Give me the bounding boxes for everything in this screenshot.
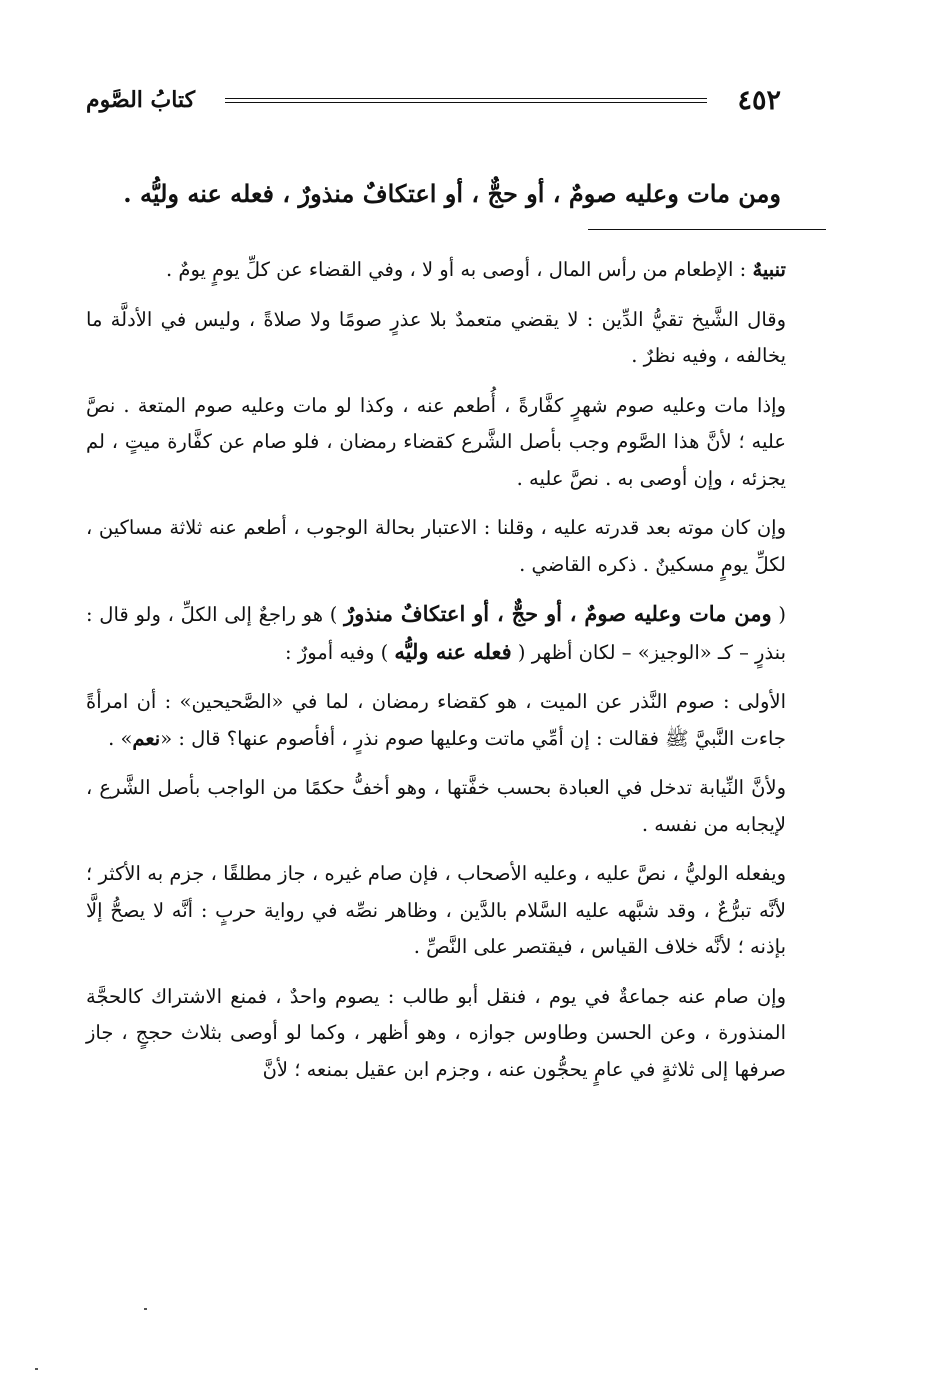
book-title: كتابُ الصَّوم xyxy=(86,87,196,113)
tanbih-text: : الإطعام من رأس المال ، أوصى به أو لا ، وفي القضاء عن كلِّ يومٍ يومٌ . xyxy=(165,258,753,281)
tanbih-label: تنبيهٌ xyxy=(752,258,786,281)
paragraph-matn-quote xyxy=(86,596,786,671)
quote-open: ( xyxy=(771,603,786,626)
quote-end: ) وفيه أمورٌ : xyxy=(285,640,395,664)
matn-quote-1: ومن مات وعليه صومٌ ، أو حجٌّ ، أو اعتكافٌ منذورٌ xyxy=(344,601,772,626)
paragraph-first-matter xyxy=(86,684,786,757)
quote-middle: ) هو راجعٌ إلى الكلِّ ، ولو قال : بنذرٍ – كـ «الوجيز» – لكان أظهر ( xyxy=(86,603,786,664)
paragraph-jamaa: وإن صام عنه جماعةٌ في يوم ، فنقل أبو طالب : يصوم واحدٌ ، فمنع الاشتراك كالحجَّة المنذورة ، وعن الحسن وطاوس جوازه ، وهو أظهر ، وكما لو أوصى بثلاث حججٍ ، جاز صرفها إلى ثلاثةٍ في عامٍ يحجُّون عنه ، وجزم ابن عقيل بمنعه ؛ لأنَّ xyxy=(86,984,786,1081)
commentary-body xyxy=(86,252,786,1101)
first-matter-end: » . xyxy=(108,726,133,750)
first-matter-text: الأولى : صوم النَّذر عن الميت ، هو كقضاء رمضان ، لما في «الصَّحيحين» : أن امرأةً جاءت النَّبيَّ ﷺ فقالت : إن أمِّي ماتت وعليها صوم نذرٍ ، أفأصوم عنها؟ قال : « xyxy=(86,690,786,750)
page-header xyxy=(86,78,781,122)
paragraph-niyaba: ولأنَّ النِّيابة تدخل في العبادة بحسب خفَّتها ، وهو أخفُّ حكمًا من الواجب بأصل الشَّرع ، لإيجابه من نفسه . xyxy=(86,776,786,836)
matn-text: ومن مات وعليه صومٌ ، أو حجٌّ ، أو اعتكافٌ منذورٌ ، فعله عنه وليُّه . xyxy=(123,179,781,208)
paragraph-taqi-al-din: وقال الشَّيخ تقيُّ الدِّين : لا يقضي متعمدٌ بلا عذرٍ صومًا ولا صلاةً ، وليس في الأدلَّة ما يخالفه ، وفيه نظرٌ . xyxy=(86,307,786,367)
paragraph-tanbih xyxy=(86,252,786,289)
hadith-answer: نعم xyxy=(132,726,161,750)
paragraph-qadi: وإن كان موته بعد قدرته عليه ، وقلنا : الاعتبار بحالة الوجوب ، أطعم عنه ثلاثة مساكين ، لكلِّ يومٍ مسكينٌ . ذكره القاضي . xyxy=(86,516,786,576)
page-number: ٤٥٢ xyxy=(737,84,781,116)
header-rule xyxy=(225,98,707,103)
scan-speck xyxy=(35,1368,38,1370)
paragraph-wali: ويفعله الوليُّ ، نصَّ عليه ، وعليه الأصحاب ، فإن صام غيره ، جاز مطلقًا ، جزم به الأكثر ؛ لأنَّه تبرُّعٌ ، وقد شبَّهه عليه السَّلام بالدَّين ، وظاهر نصِّه في رواية حربٍ : أنَّه لا يصحُّ إلَّا بإذنه ؛ لأنَّه خلاف القياس ، فيقتصر على النَّصِّ . xyxy=(86,862,786,958)
matn-rule xyxy=(588,229,826,230)
matn-quote-2: فعله عنه وليُّه xyxy=(394,638,512,664)
scan-speck xyxy=(144,1308,147,1310)
paragraph-kaffara: وإذا مات وعليه صوم شهرٍ كفَّارةً ، أُطعم عنه ، وكذا لو مات وعليه صوم المتعة . نصَّ عليه ؛ لأنَّ هذا الصَّوم وجب بأصل الشَّرع كقضاء رمضان ، فلو صام عن كفَّارة ميتٍ ، لم يجزئه ، وإن أوصى به . نصَّ عليه . xyxy=(86,393,786,490)
